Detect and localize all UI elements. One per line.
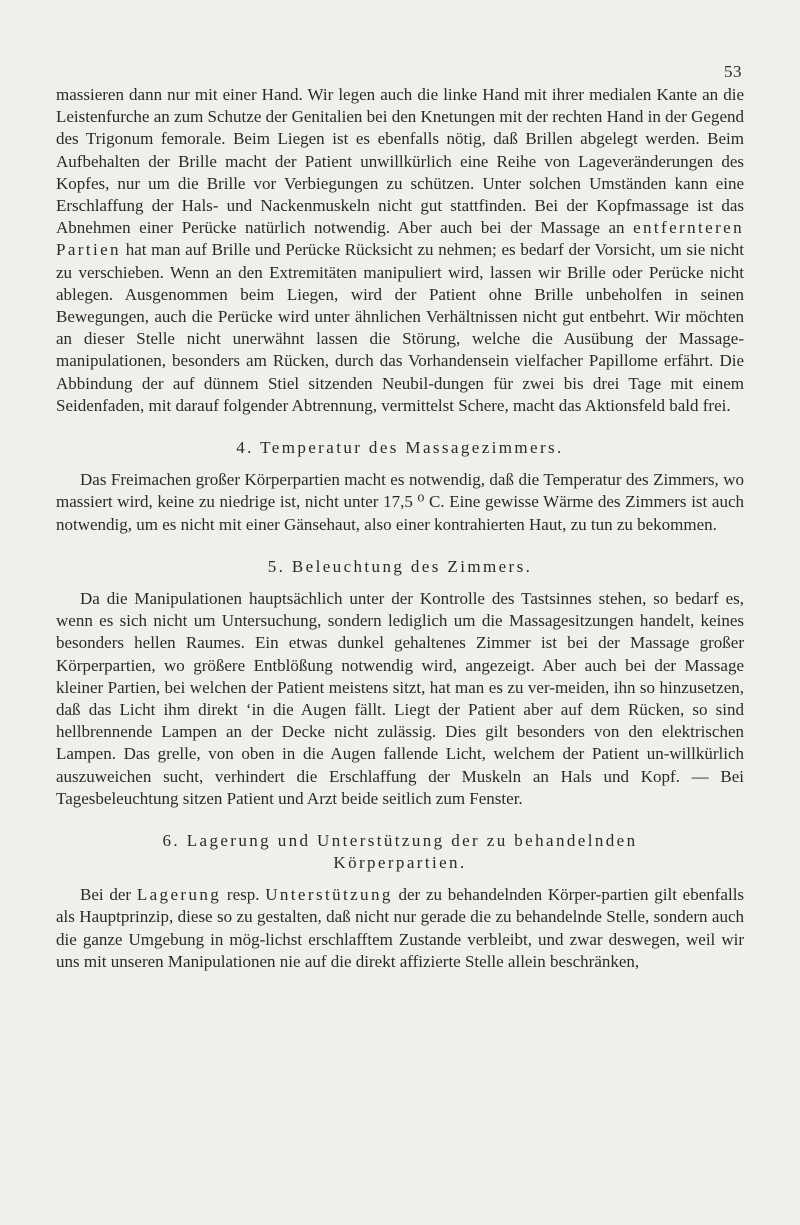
- paragraph-lagerung: [56, 884, 744, 973]
- heading-line-1: 6. Lagerung und Unterstützung der zu behandelnden: [162, 831, 638, 851]
- heading-line-2: Körperpartien.: [333, 853, 467, 873]
- paragraph-text: massieren dann nur mit einer Hand. Wir legen auch die linke Hand mit ihrer medialen Kante an die Leistenfurche an zum Schutze der Genitalien bei den Knetungen mit der rechten Hand in der Gegend des Trigonum femorale. Beim Liegen ist es ebenfalls nötig, daß Brillen abgelegt werden. Beim Aufbehalten der Brille macht der Patient unwillkürlich eine Reihe von Lageveränderungen des Kopfes, nur um die Brille vor Verbiegungen zu schützen. Unter solchen Umständen kann eine Erschlaffung der Hals- und Nackenmuskeln nicht gut stattfinden. Bei der Kopfmassage ist das Abnehmen einer Perücke natürlich notwendig. Aber auch bei der Massage an: [56, 85, 744, 238]
- spaced-emphasis: Unterstützung: [265, 885, 393, 905]
- paragraph-temperatur: Das Freimachen großer Körperpartien macht es notwendig, daß die Temperatur des Zimmers, wo massiert wird, keine zu niedrige ist, nicht unter 17,5 ⁰ C. Eine gewisse Wärme des Zimmers ist auch notwendig, um es nicht mit einer Gänsehaut, also einer kontrahierten Haut, zu tun zu bekommen.: [56, 470, 744, 534]
- paragraph-text: resp.: [226, 885, 260, 905]
- page-number: 53: [724, 62, 742, 81]
- paragraph-text: hat man auf Brille und Perücke Rücksicht zu nehmen; es bedarf der Vorsicht, um sie nicht zu verschieben. Wenn an den Extremitäten manipuliert wird, lassen wir Brille oder Perücke nicht ablegen. Ausgenommen beim Liegen, wird der Patient ohne Brille unbeholfen in seinen Bewegungen, auch die Perücke wird unter ähnlichen Verhältnissen nicht gut entbehrt. Wir möchten an dieser Stelle nicht unerwähnt lassen die Störung, welche die Ausübung der Massage-manipulationen, besonders am Rücken, durch das Vorhandensein vielfacher Papillome erfährt. Die Abbindung der auf dünnem Stiel sitzenden Neubil-dungen für zwei bis drei Tage mit einem Seidenfaden, mit darauf folgender Abtrennung, vermittelst Schere, macht das Aktionsfeld bald frei.: [56, 240, 745, 415]
- page-body: [56, 84, 744, 973]
- heading-text: 4. Temperatur des Massagezimmers.: [236, 438, 564, 458]
- section-heading-beleuchtung: [56, 556, 744, 578]
- paragraph-text: Bei der: [80, 885, 132, 905]
- section-heading-temperatur: [56, 437, 744, 459]
- paragraph-text: der zu behandelnden Körper-partien gilt ebenfalls als Hauptprinzip, diese so zu gestalten, daß nicht nur gerade die zu behandelnde Stelle, sondern auch die ganze Umgebung in mög-lichst erschlafftem Zustande verbleibt, und zwar deswegen, weil wir uns mit unseren Manipulationen nie auf die direkt affizierte Stelle allein beschränken,: [56, 885, 745, 971]
- paragraph-beleuchtung: Da die Manipulationen hauptsächlich unter der Kontrolle des Tastsinnes stehen, so bedarf es, wenn es sich nicht um Untersuchung, sondern lediglich um die Massagesitzungen handelt, keines besonders hellen Raumes. Ein etwas dunkel gehaltenes Zimmer ist bei der Massage großer Körperpartien, wo größere Entblößung notwendig wird, angezeigt. Aber auch bei der Massage kleiner Partien, bei welchen der Patient meistens sitzt, hat man es zu ver-meiden, ihn so hinzusetzen, daß das Licht ihm direkt ‘in die Augen fällt. Liegt der Patient aber auf dem Rücken, so sind hellbrennende Lampen an der Decke nicht zulässig. Dies gilt besonders von den elektrischen Lampen. Das grelle, von oben in die Augen fallende Licht, welchem der Patient un-willkürlich auszuweichen sucht, verhindert die Erschlaffung der Muskeln an Hals und Kopf. — Bei Tagesbeleuchtung sitzen Patient und Arzt beide seitlich zum Fenster.: [56, 589, 744, 808]
- paragraph-brille: [56, 84, 744, 417]
- section-heading-lagerung: [56, 830, 744, 874]
- spaced-emphasis: Lagerung: [136, 885, 222, 905]
- spaced-emphasis: entfernteren Partien: [56, 218, 744, 260]
- heading-text: 5. Beleuchtung des Zimmers.: [267, 556, 533, 576]
